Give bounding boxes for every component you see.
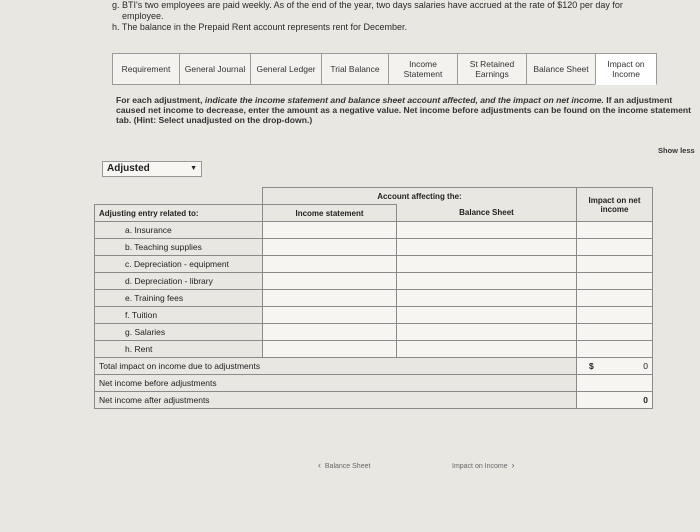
row-label: d. Depreciation - library (95, 273, 263, 290)
row-label: f. Tuition (95, 307, 263, 324)
income-statement-select[interactable] (263, 256, 397, 273)
table-row (95, 239, 653, 256)
table-row (95, 273, 653, 290)
tab-general-ledger[interactable]: General Ledger (250, 53, 322, 85)
income-statement-select[interactable] (263, 239, 397, 256)
after-row (95, 392, 653, 409)
balance-sheet-select[interactable] (397, 290, 577, 307)
total-row (95, 358, 653, 375)
after-label: Net income after adjustments (95, 392, 577, 409)
after-value: 0 (577, 392, 653, 409)
tab-income-statement[interactable]: Income Statement (388, 53, 458, 85)
problem-line-h: h. The balance in the Prepaid Rent account represents rent for December. (112, 22, 408, 32)
chevron-right-icon: › (511, 460, 515, 470)
row-label: e. Training fees (95, 290, 263, 307)
table-row (95, 324, 653, 341)
problem-line-g-cont: employee. (122, 11, 164, 21)
tab-general-journal[interactable]: General Journal (179, 53, 251, 85)
instructions-rest: If an adjustment caused net income to decrease, enter the amount as a negative value. Net income before adjustments can be found on the income statement tab. (Hint: Select unadjusted on the drop-down.) (116, 95, 691, 125)
tab-bar (112, 53, 656, 85)
income-statement-select[interactable] (263, 307, 397, 324)
balance-sheet-select[interactable] (397, 324, 577, 341)
table-row (95, 256, 653, 273)
impact-input[interactable] (577, 324, 653, 341)
income-statement-select[interactable] (263, 222, 397, 239)
row-label: c. Depreciation - equipment (95, 256, 263, 273)
problem-line-g: g. BTI's two employees are paid weekly. As of the end of the year, two days salaries have accrued at the rate of $120 per day for (112, 0, 623, 10)
tab-trial-balance[interactable]: Trial Balance (321, 53, 389, 85)
table-row (95, 290, 653, 307)
group-header: Account affecting the: (263, 188, 577, 205)
next-tab-button[interactable] (452, 460, 515, 470)
row-label: h. Rent (95, 341, 263, 358)
empty-header-cell (95, 188, 263, 205)
chevron-left-icon: ‹ (318, 460, 321, 470)
adjustments-table (94, 187, 653, 409)
entry-header: Adjusting entry related to: (95, 205, 263, 222)
impact-input[interactable] (577, 222, 653, 239)
tab-requirement[interactable]: Requirement (112, 53, 180, 85)
table-group-header-row (95, 188, 653, 205)
balance-sheet-select[interactable] (397, 273, 577, 290)
total-value: 0 (643, 361, 648, 371)
table-row (95, 307, 653, 324)
total-label: Total impact on income due to adjustments (95, 358, 577, 375)
chevron-down-icon: ▼ (190, 165, 197, 172)
prev-tab-label: Balance Sheet (324, 463, 371, 470)
before-row (95, 375, 653, 392)
table-row (95, 341, 653, 358)
income-statement-select[interactable] (263, 341, 397, 358)
view-select-value: Adjusted (107, 163, 150, 174)
view-select[interactable] (102, 161, 202, 177)
income-statement-select[interactable] (263, 324, 397, 341)
impact-input[interactable] (577, 273, 653, 290)
row-label: b. Teaching supplies (95, 239, 263, 256)
balance-sheet-select[interactable] (397, 307, 577, 324)
tab-impact-on-income[interactable]: Impact on Income (595, 53, 657, 85)
income-statement-select[interactable] (263, 290, 397, 307)
instructions-emphasis: indicate the income statement and balance sheet account affected, and the impact on net income. (204, 95, 604, 105)
table-row (95, 222, 653, 239)
income-statement-select[interactable] (263, 273, 397, 290)
next-tab-label: Impact on Income (452, 463, 508, 470)
balance-sheet-header: Balance Sheet (397, 205, 577, 222)
tab-balance-sheet[interactable]: Balance Sheet (526, 53, 596, 85)
row-label: a. Insurance (95, 222, 263, 239)
impact-input[interactable] (577, 256, 653, 273)
balance-sheet-select[interactable] (397, 239, 577, 256)
balance-sheet-select[interactable] (397, 256, 577, 273)
table-header-row (95, 205, 653, 222)
total-cell[interactable] (577, 358, 653, 375)
before-input[interactable] (577, 375, 653, 392)
balance-sheet-select[interactable] (397, 222, 577, 239)
problem-text (112, 0, 623, 33)
show-less-link[interactable]: Show less (658, 146, 695, 155)
row-label: g. Salaries (95, 324, 263, 341)
impact-input[interactable] (577, 239, 653, 256)
impact-input[interactable] (577, 290, 653, 307)
instructions (116, 95, 696, 125)
before-label: Net income before adjustments (95, 375, 577, 392)
instructions-lead: For each adjustment, (116, 95, 205, 105)
prev-tab-button[interactable] (318, 460, 370, 470)
currency-sign: $ (589, 361, 594, 371)
income-statement-header: Income statement (263, 205, 397, 222)
tab-retained-earnings[interactable]: St Retained Earnings (457, 53, 527, 85)
balance-sheet-select[interactable] (397, 341, 577, 358)
impact-input[interactable] (577, 341, 653, 358)
impact-input[interactable] (577, 307, 653, 324)
impact-header: Impact on net income (577, 188, 653, 222)
